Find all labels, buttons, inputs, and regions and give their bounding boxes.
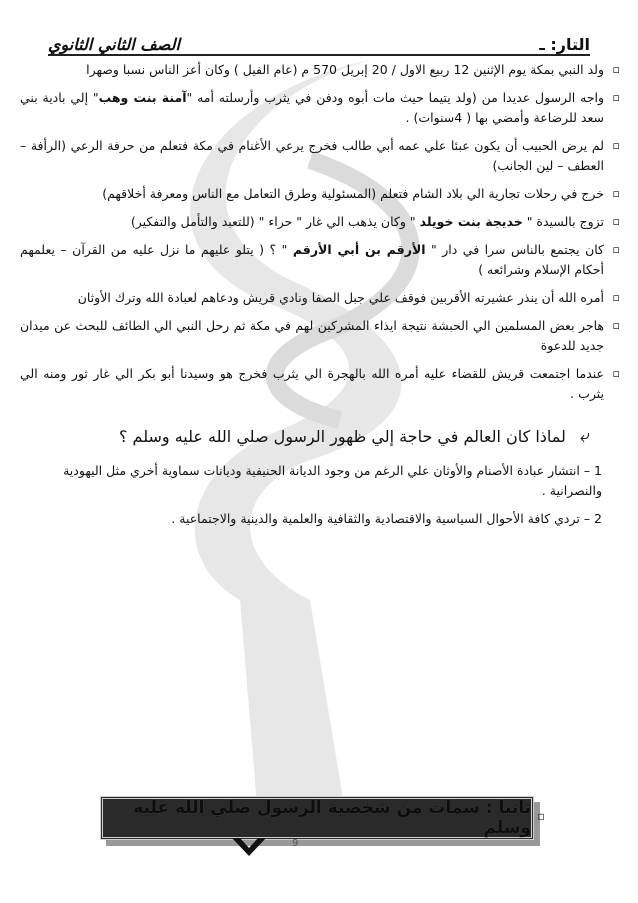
bold-name: خديجة بنت خويلد bbox=[419, 214, 523, 229]
text-run: لم يرض الحبيب أن يكون عبئا علي عمه أبي طالب فخرج يرعي الأغنام في مكة فتعلم من حرفة الرعي (الرأفة – العطف – لين الجانب) bbox=[20, 138, 604, 173]
list-item bbox=[20, 316, 620, 356]
text-run: كان يجتمع بالناس سرا في دار " bbox=[425, 242, 605, 257]
bullet-text bbox=[20, 364, 604, 404]
text-run: ولد النبي بمكة يوم الإثنين 12 ربيع الاول / 20 إبريل 570 م (عام الفيل ) وكان أعز الناس نسبا وصهرا bbox=[86, 62, 604, 77]
bullet-text bbox=[20, 136, 604, 176]
bullet-text bbox=[20, 184, 604, 204]
bold-name: آمنة بنت وهب bbox=[98, 90, 187, 105]
list-item bbox=[20, 212, 620, 232]
text-run: هاجر بعض المسلمين الي الحبشة نتيجة ايذاء المشركين لهم في مكة ثم رحل النبي الي الطائف للبحث عن ميدان جديد للدعوة bbox=[20, 318, 604, 353]
bullet-text bbox=[20, 316, 604, 356]
square-bullet-icon: ▫ bbox=[612, 367, 620, 380]
list-item bbox=[20, 136, 620, 176]
bullet-text bbox=[20, 240, 604, 280]
curved-arrow-icon: ⤶ bbox=[579, 426, 590, 447]
list-item bbox=[20, 364, 620, 404]
square-bullet-icon: ▫ bbox=[612, 91, 620, 104]
square-bullet-icon: ▫ bbox=[612, 187, 620, 200]
bullet-text bbox=[20, 212, 604, 232]
answer-2: 2 – تردي كافة الأحوال السياسية والاقتصادية والثقافية والعلمية والدينية والاجتماعية . bbox=[171, 511, 602, 526]
bullet-text bbox=[20, 60, 604, 80]
question-row bbox=[20, 426, 590, 447]
text-run: أمره الله أن ينذر عشيرته الأقربين فوقف علي جبل الصفا ونادي قريش ودعاهم لعبادة الله وترك الأوثان bbox=[77, 290, 604, 305]
list-item bbox=[20, 240, 620, 280]
text-run: " ؟ ( يتلو عليهم ما نزل عليه من القرآن – يعلمهم أحكام الإسلام وشرائعه ) bbox=[20, 242, 604, 277]
answer-1: 1 – انتشار عبادة الأصنام والأوثان علي الرغم من وجود الديانة الحنيفية وديانات سماوية أخري مثل اليهودية والنصرانية . bbox=[63, 463, 602, 498]
square-bullet-icon: ▫ bbox=[612, 139, 620, 152]
square-bullet-icon: ▫ bbox=[612, 243, 620, 256]
text-run: واجه الرسول عديدا من (ولد يتيما حيث مات أبوه ودفن في يثرب وأرسلته أمه " bbox=[186, 90, 605, 105]
banner-title: ثانيا : سمات من شخصية الرسول صلي الله عليه وسلم bbox=[133, 798, 531, 838]
bullet-text bbox=[20, 288, 604, 308]
bold-name: الأرقم بن أبي الأرقم bbox=[292, 242, 426, 257]
heart-ornament-icon bbox=[228, 834, 270, 860]
text-run: عندما اجتمعت قريش للقضاء عليه أمره الله بالهجرة الي يثرب فخرج هو وسيدنا أبو بكر الي غار ثور ومنه الي يثرب . bbox=[20, 366, 604, 401]
square-bullet-icon: ▫ bbox=[612, 319, 620, 332]
text-run: خرج في رحلات تجارية الي بلاد الشام فتعلم (المسئولية وطرق التعامل مع الناس ومعرفة أخلاقهم) bbox=[102, 186, 604, 201]
square-bullet-icon: ▫ bbox=[612, 63, 620, 76]
bullet-text bbox=[20, 88, 604, 128]
square-bullet-icon: ▫ bbox=[536, 809, 545, 823]
page-number: 9 bbox=[292, 838, 299, 849]
text-run: " وكان يذهب الي غار " حراء " (للتعبد والتأمل والتفكير) bbox=[130, 214, 420, 229]
bullet-list bbox=[20, 60, 620, 404]
page-header bbox=[48, 24, 590, 56]
header-grade-title: الصف الثاني الثانوي bbox=[48, 35, 180, 54]
square-bullet-icon: ▫ bbox=[612, 215, 620, 228]
list-item bbox=[20, 88, 620, 128]
list-item bbox=[20, 60, 620, 80]
section-banner bbox=[100, 796, 545, 840]
list-item bbox=[20, 288, 620, 308]
text-run: " إلي بادية بني سعد للرضاعة وأمضي بها ( 4سنوات) . bbox=[20, 90, 604, 125]
content-area bbox=[20, 60, 620, 537]
text-run: تزوج بالسيدة " bbox=[522, 214, 604, 229]
square-bullet-icon: ▫ bbox=[612, 291, 620, 304]
list-item bbox=[20, 184, 620, 204]
header-date-label: التار: ـ bbox=[539, 35, 590, 54]
question-text: لماذا كان العالم في حاجة إلي ظهور الرسول صلي الله عليه وسلم ؟ bbox=[118, 427, 566, 446]
